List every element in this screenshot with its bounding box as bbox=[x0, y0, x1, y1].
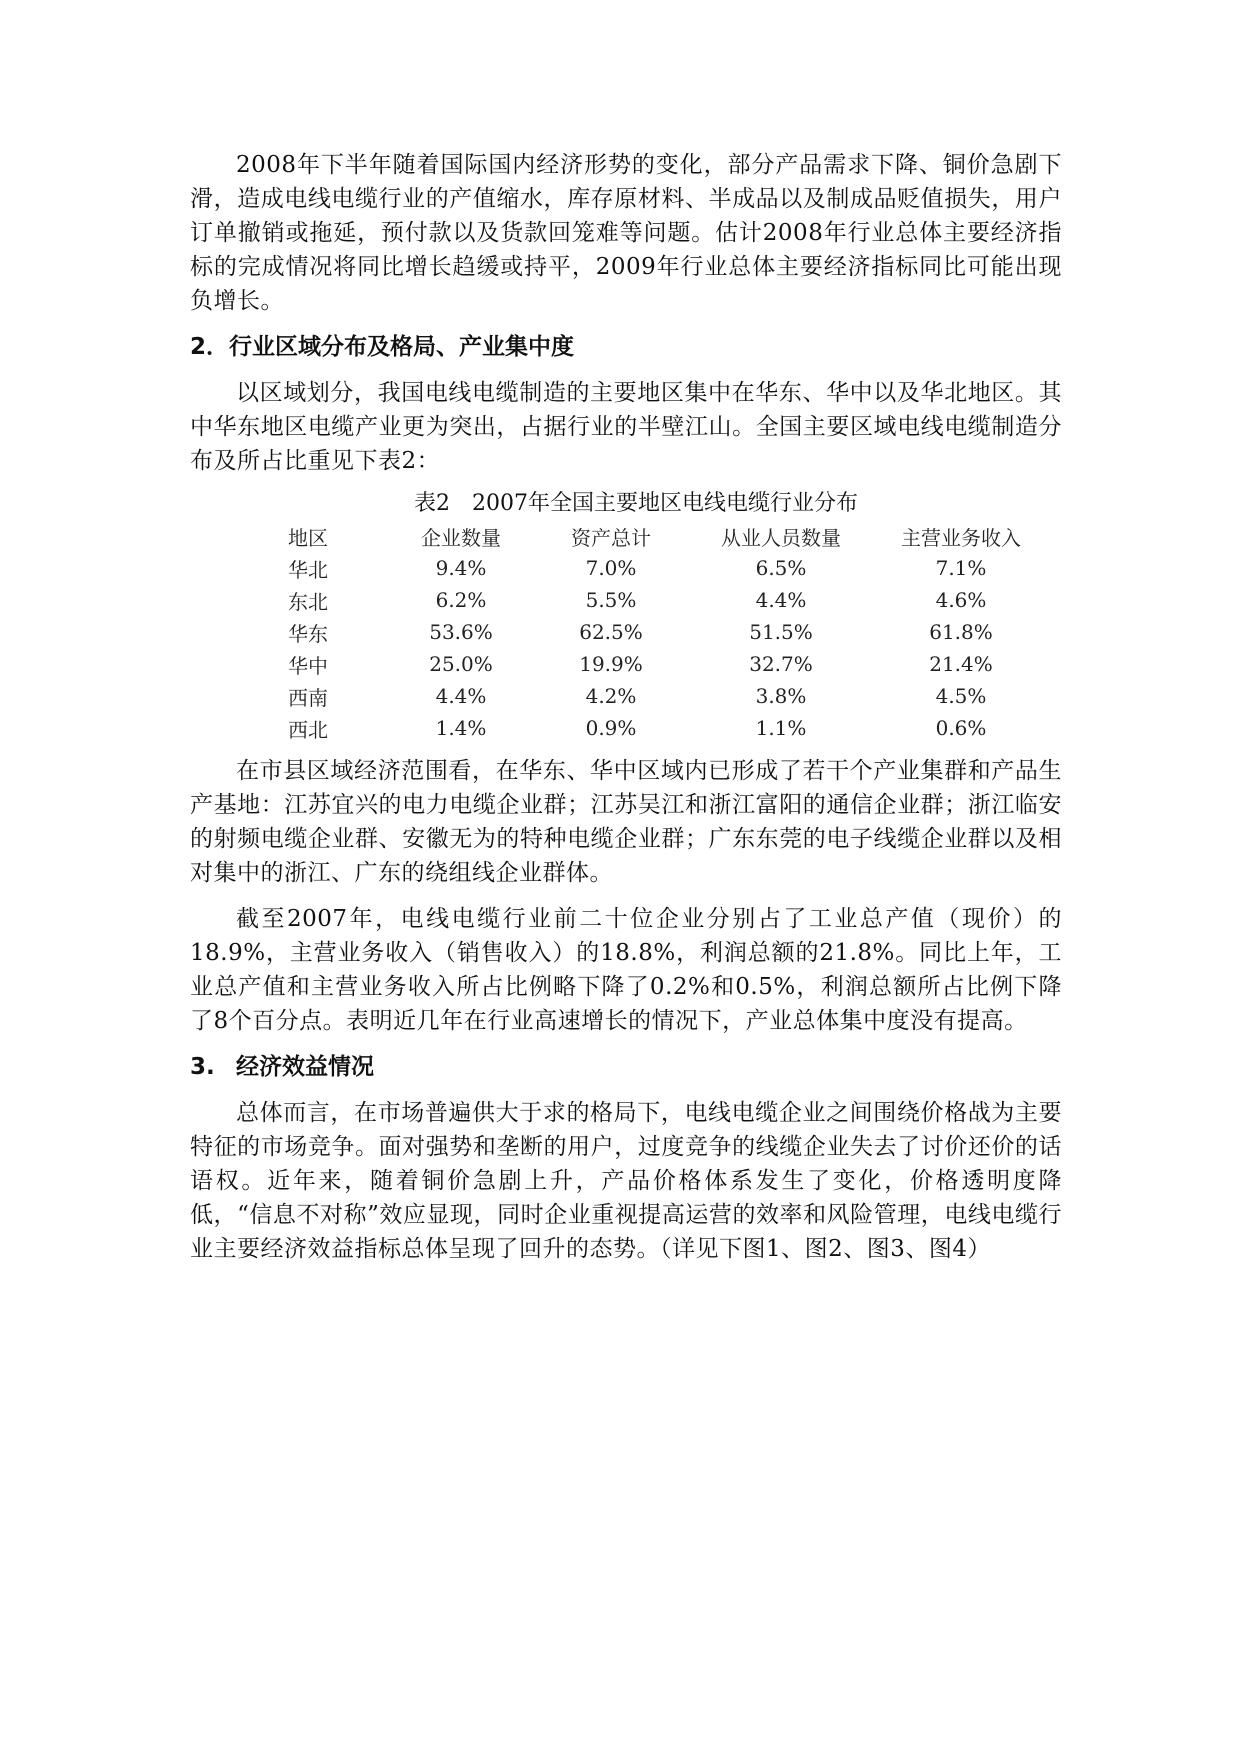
table-cell: 19.9% bbox=[579, 652, 643, 676]
table-cell: 6.2% bbox=[435, 588, 487, 612]
section-number: 2． bbox=[190, 334, 230, 360]
table-cell: 4.4% bbox=[435, 684, 487, 708]
table-cell: 0.6% bbox=[935, 716, 987, 740]
column-header-revenue: 主营业务收入 bbox=[901, 525, 1021, 550]
table-cell: 西北 bbox=[288, 717, 328, 742]
regional-distribution-table bbox=[288, 520, 1046, 744]
table-cell: 6.5% bbox=[755, 556, 807, 580]
table-row bbox=[288, 616, 1046, 648]
table-cell: 51.5% bbox=[749, 620, 813, 644]
table-cell: 4.5% bbox=[935, 684, 987, 708]
table-cell: 4.2% bbox=[585, 684, 637, 708]
table-cell: 32.7% bbox=[749, 652, 813, 676]
table-cell: 东北 bbox=[288, 589, 328, 614]
paragraph-industrial-clusters: 在市县区域经济范围看，在华东、华中区域内已形成了若干个产业集群和产品生产基地：江苏宜兴的电力电缆企业群；江苏吴江和浙江富阳的通信企业群；浙江临安的射频电缆企业群、安徽无为的特种电缆企业群；广东东莞的电子线缆企业群以及相对集中的浙江、广东的绕组线企业群体。 bbox=[190, 758, 1062, 886]
table-row bbox=[288, 712, 1046, 744]
table-caption: 表2 2007年全国主要地区电线电缆行业分布 bbox=[414, 491, 858, 516]
table-cell: 53.6% bbox=[429, 620, 493, 644]
table-cell: 25.0% bbox=[429, 652, 493, 676]
column-header-region: 地区 bbox=[288, 525, 328, 550]
column-header-total-assets: 资产总计 bbox=[571, 525, 651, 550]
table-cell: 21.4% bbox=[929, 652, 993, 676]
table-cell: 7.0% bbox=[585, 556, 637, 580]
table-cell: 61.8% bbox=[929, 620, 993, 644]
column-header-enterprise-count: 企业数量 bbox=[421, 525, 501, 550]
table-cell: 1.4% bbox=[435, 716, 487, 740]
table-cell: 华东 bbox=[288, 621, 328, 646]
table-cell: 0.9% bbox=[585, 716, 637, 740]
table-row bbox=[288, 680, 1046, 712]
table-row bbox=[288, 584, 1046, 616]
table-header-row bbox=[288, 520, 1046, 552]
section-heading-economic-benefits bbox=[190, 1050, 1062, 1084]
paragraph-market-outlook: 2008年下半年随着国际国内经济形势的变化，部分产品需求下降、铜价急剧下滑，造成电线电缆行业的产值缩水，库存原材料、半成品以及制成品贬值损失，用户订单撤销或拖延，预付款以及货款回笼难等问题。估计2008年行业总体主要经济指标的完成情况将同比增长趋缓或持平，2009年行业总体主要经济指标同比可能出现负增长。 bbox=[190, 152, 1062, 314]
section-title: 行业区域分布及格局、产业集中度 bbox=[229, 334, 575, 360]
table-cell: 3.8% bbox=[755, 684, 807, 708]
table-cell: 4.4% bbox=[755, 588, 807, 612]
paragraph-concentration: 截至2007年，电线电缆行业前二十位企业分别占了工业总产值（现价）的18.9%，主营业务收入（销售收入）的18.8%，利润总额的21.8%。同比上年，工业总产值和主营业务收入所占比例略下降了0.2%和0.5%，利润总额所占比例下降了8个百分点。表明近几年在行业高速增长的情况下，产业总体集中度没有提高。 bbox=[190, 906, 1062, 1034]
table-row bbox=[288, 552, 1046, 584]
table-cell: 1.1% bbox=[755, 716, 807, 740]
table-cell: 4.6% bbox=[935, 588, 987, 612]
table-cell: 62.5% bbox=[579, 620, 643, 644]
table-cell: 9.4% bbox=[435, 556, 487, 580]
section-number: 3. bbox=[190, 1054, 215, 1080]
table-row bbox=[288, 648, 1046, 680]
table-cell: 华中 bbox=[288, 653, 328, 678]
section-heading-regional-distribution bbox=[190, 330, 1062, 364]
paragraph-economic-benefits: 总体而言，在市场普遍供大于求的格局下，电线电缆企业之间围绕价格战为主要特征的市场竞争。面对强势和垄断的用户，过度竞争的线缆企业失去了讨价还价的话语权。近年来，随着铜价急剧上升，产品价格体系发生了变化，价格透明度降低，“信息不对称”效应显现，同时企业重视提高运营的效率和风险管理，电线电缆行业主要经济效益指标总体呈现了回升的态势。（详见下图1、图2、图3、图4） bbox=[190, 1100, 1062, 1262]
section-title: 经济效益情况 bbox=[236, 1054, 374, 1080]
paragraph-regional-overview: 以区域划分，我国电线电缆制造的主要地区集中在华东、华中以及华北地区。其中华东地区电缆产业更为突出，占据行业的半壁江山。全国主要区域电线电缆制造分布及所占比重见下表2： bbox=[190, 380, 1062, 474]
table-cell: 华北 bbox=[288, 557, 328, 582]
document-page bbox=[190, 148, 1062, 1266]
column-header-employees: 从业人员数量 bbox=[721, 525, 841, 550]
table-cell: 5.5% bbox=[585, 588, 637, 612]
table-cell: 西南 bbox=[288, 685, 328, 710]
table-cell: 7.1% bbox=[935, 556, 987, 580]
